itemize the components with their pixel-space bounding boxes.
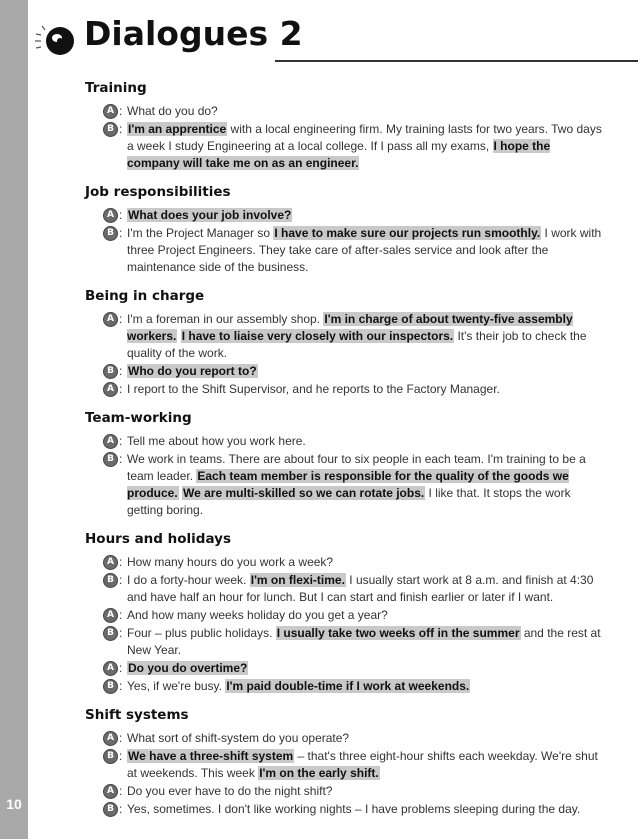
speaker-badge-icon: A bbox=[103, 312, 118, 327]
highlighted-phrase: We have a three-shift system bbox=[128, 749, 294, 763]
dialogue-text: How many hours do you work a week? bbox=[127, 555, 334, 569]
speaker-colon: : bbox=[119, 784, 123, 798]
dialogue-line bbox=[85, 660, 605, 677]
speaker-badge-icon: A bbox=[103, 661, 118, 676]
speaker-badge-icon: A bbox=[103, 434, 118, 449]
speaker-badge-icon: B bbox=[103, 573, 118, 588]
dialogue-text: What sort of shift-system do you operate? bbox=[127, 731, 350, 745]
speaker-badge-icon: B bbox=[103, 802, 118, 817]
highlighted-phrase: Do you do overtime? bbox=[128, 661, 248, 675]
dialogue-text: Four – plus public holidays. bbox=[127, 626, 276, 640]
speaker-colon: : bbox=[119, 749, 123, 763]
dialogue-text: I'm a foreman in our assembly shop. bbox=[127, 312, 324, 326]
page-title: Dialogues 2 bbox=[84, 14, 303, 53]
speaker-badge-icon: B bbox=[103, 364, 118, 379]
dialogue-text: Do you ever have to do the night shift? bbox=[127, 784, 333, 798]
speaker-badge-icon: A bbox=[103, 382, 118, 397]
speaker-badge-icon: A bbox=[103, 104, 118, 119]
speaker-colon: : bbox=[119, 312, 123, 326]
section-title: Being in charge bbox=[85, 288, 205, 304]
dialogue-text: And how many weeks holiday do you get a year? bbox=[127, 608, 388, 622]
highlighted-phrase: What does your job involve? bbox=[128, 208, 292, 222]
title-rule bbox=[275, 60, 638, 62]
speaker-badge-icon: A bbox=[103, 608, 118, 623]
dialogue-line bbox=[85, 207, 605, 224]
dialogue-text: I'm the Project Manager so bbox=[127, 226, 274, 240]
dialogue-text: I work with three Project Engineers. They take care of after-sales service and look after the maintenance side of the business. bbox=[127, 226, 602, 274]
section-title: Job responsibilities bbox=[85, 184, 231, 200]
speaker-colon: : bbox=[119, 382, 123, 396]
speaker-badge-icon: B bbox=[103, 226, 118, 241]
dialogue-line bbox=[85, 801, 605, 818]
speaker-colon: : bbox=[119, 608, 123, 622]
speaker-colon: : bbox=[119, 626, 123, 640]
speaker-badge-icon: A bbox=[103, 731, 118, 746]
speaker-colon: : bbox=[119, 208, 123, 222]
dialogue-line bbox=[85, 748, 605, 782]
dialogue-section bbox=[85, 410, 605, 519]
section-title: Team-working bbox=[85, 410, 192, 426]
dialogue-line bbox=[85, 625, 605, 659]
speaker-badge-icon: A bbox=[103, 784, 118, 799]
dialogue-line bbox=[85, 433, 605, 450]
speaker-badge-icon: B bbox=[103, 122, 118, 137]
highlighted-phrase: I hope the company will take me on as an engineer. bbox=[127, 139, 551, 170]
highlighted-phrase: Each team member is responsible for the quality of the goods we produce. bbox=[127, 469, 569, 500]
dialogue-line bbox=[85, 554, 605, 571]
highlighted-phrase: I have to liaise very closely with our inspectors. bbox=[181, 329, 454, 343]
dialogue-line bbox=[85, 381, 605, 398]
highlighted-phrase: I usually take two weeks off in the summer bbox=[276, 626, 520, 640]
dialogue-line bbox=[85, 607, 605, 624]
dialogues-content bbox=[85, 80, 605, 830]
speaker-badge-icon: B bbox=[103, 452, 118, 467]
dialogue-line bbox=[85, 363, 605, 380]
dialogue-text: with a local engineering firm. My training lasts for two years. Two days a week I study Engineering at a local college. If I pass all my exams, bbox=[127, 122, 602, 153]
page-number: 10 bbox=[6, 796, 22, 812]
speaker-badge-icon: B bbox=[103, 626, 118, 641]
dialogue-text: I usually start work at 8 a.m. and finish at 4:30 and have half an hour for lunch. But I can start and finish earlier or later if I want. bbox=[127, 573, 594, 604]
speaker-colon: : bbox=[119, 679, 123, 693]
dialogue-line bbox=[85, 225, 605, 276]
highlighted-phrase: I'm paid double-time if I work at weekends. bbox=[226, 679, 470, 693]
dialogue-text: It's their job to check the quality of the work. bbox=[127, 329, 587, 360]
left-margin-strip bbox=[0, 0, 28, 839]
dialogue-line bbox=[85, 451, 605, 519]
dialogue-line bbox=[85, 311, 605, 362]
dialogue-text: I do a forty-hour week. bbox=[127, 573, 250, 587]
speaker-colon: : bbox=[119, 452, 123, 466]
dialogue-section bbox=[85, 707, 605, 818]
speaker-colon: : bbox=[119, 364, 123, 378]
speaker-badge-icon: B bbox=[103, 749, 118, 764]
dialogue-text: I report to the Shift Supervisor, and he reports to the Factory Manager. bbox=[127, 382, 500, 396]
dialogue-line bbox=[85, 783, 605, 800]
speaker-badge-icon: B bbox=[103, 679, 118, 694]
section-title: Hours and holidays bbox=[85, 531, 231, 547]
dialogue-text: What do you do? bbox=[127, 104, 218, 118]
highlighted-phrase: I'm on the early shift. bbox=[259, 766, 379, 780]
dialogue-text: I like that. It stops the work getting boring. bbox=[127, 486, 571, 517]
dialogue-text: Yes, sometimes. I don't like working nights – I have problems sleeping during the day. bbox=[127, 802, 581, 816]
speaker-badge-icon: A bbox=[103, 208, 118, 223]
dialogue-line bbox=[85, 121, 605, 172]
dialogue-line bbox=[85, 103, 605, 120]
dialogue-line bbox=[85, 572, 605, 606]
highlighted-phrase: I have to make sure our projects run smoothly. bbox=[274, 226, 541, 240]
highlighted-phrase: Who do you report to? bbox=[128, 364, 257, 378]
dialogue-section bbox=[85, 288, 605, 398]
speaker-colon: : bbox=[119, 661, 123, 675]
section-title: Training bbox=[85, 80, 147, 96]
dialogue-text: Yes, if we're busy. bbox=[127, 679, 226, 693]
page-header bbox=[30, 12, 638, 64]
speaker-colon: : bbox=[119, 731, 123, 745]
cd-audio-icon bbox=[34, 20, 78, 60]
speaker-colon: : bbox=[119, 802, 123, 816]
section-title: Shift systems bbox=[85, 707, 189, 723]
dialogue-line bbox=[85, 678, 605, 695]
dialogue-section bbox=[85, 80, 605, 172]
speaker-colon: : bbox=[119, 555, 123, 569]
dialogue-text: – that's three eight-hour shifts each weekday. We're shut at weekends. This week bbox=[127, 749, 598, 780]
speaker-colon: : bbox=[119, 573, 123, 587]
dialogue-section bbox=[85, 184, 605, 276]
highlighted-phrase: I'm in charge of about twenty-five assembly workers. bbox=[127, 312, 573, 343]
highlighted-phrase: I'm on flexi-time. bbox=[250, 573, 345, 587]
dialogue-text: We work in teams. There are about four to six people in each team. I'm training to be a team leader. bbox=[127, 452, 586, 483]
dialogue-text: Tell me about how you work here. bbox=[127, 434, 306, 448]
dialogue-text: and the rest at New Year. bbox=[127, 626, 601, 657]
speaker-badge-icon: A bbox=[103, 555, 118, 570]
speaker-colon: : bbox=[119, 226, 123, 240]
highlighted-phrase: I'm an apprentice bbox=[128, 122, 227, 136]
speaker-colon: : bbox=[119, 122, 123, 136]
speaker-colon: : bbox=[119, 104, 123, 118]
dialogue-line bbox=[85, 730, 605, 747]
highlighted-phrase: We are multi-skilled so we can rotate jobs. bbox=[183, 486, 425, 500]
dialogue-section bbox=[85, 531, 605, 695]
speaker-colon: : bbox=[119, 434, 123, 448]
